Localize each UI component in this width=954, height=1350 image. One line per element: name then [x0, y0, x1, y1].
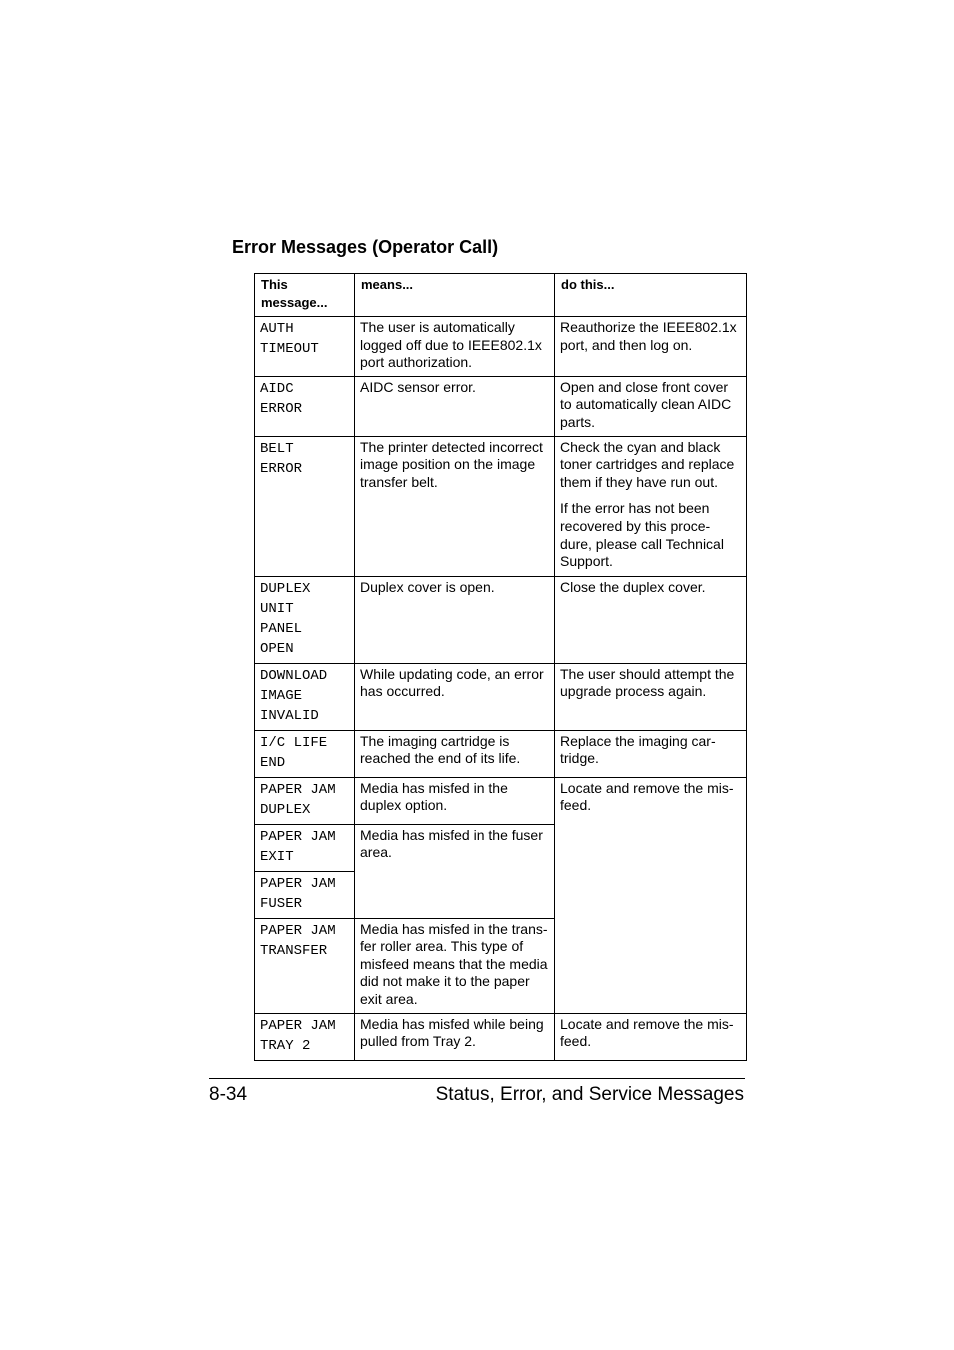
- message-cell: DOWNLOAD IMAGE INVALID: [255, 663, 355, 730]
- page-number: 8-34: [209, 1084, 248, 1105]
- message-cell: I/C LIFE END: [255, 730, 355, 777]
- column-header-means: means...: [355, 274, 555, 317]
- action-cell: Reauthorize the IEEE802.1x port, and then log on.: [555, 317, 747, 377]
- table-row: [255, 1013, 747, 1060]
- table-row: [255, 663, 747, 730]
- table-row: [255, 730, 747, 777]
- action-cell: Open and close front cover to automatically clean AIDC parts.: [555, 376, 747, 436]
- message-cell: PAPER JAM EXIT: [255, 824, 355, 871]
- means-cell: Media has misfed in the duplex option.: [355, 777, 555, 824]
- message-cell: PAPER JAM TRANSFER: [255, 918, 355, 1013]
- action-cell: Locate and remove the mis-feed.: [555, 1013, 747, 1060]
- action-cell: The user should attempt the upgrade process again.: [555, 663, 747, 730]
- table-header-row: [255, 274, 747, 317]
- message-cell: PAPER JAM FUSER: [255, 871, 355, 918]
- column-header-message: This message...: [255, 274, 355, 317]
- action-cell: [555, 436, 747, 576]
- action-paragraph: Check the cyan and black toner cartridges and replace them if they have run out.: [560, 438, 735, 490]
- table-row: [255, 376, 747, 436]
- means-cell: Duplex cover is open.: [355, 576, 555, 663]
- message-cell: AIDC ERROR: [255, 376, 355, 436]
- action-cell: Replace the imaging car-tridge.: [555, 730, 747, 777]
- footer-rule: [209, 1078, 745, 1079]
- means-cell: Media has misfed in the fuser area.: [355, 824, 555, 918]
- table-row: [255, 576, 747, 663]
- message-cell: BELT ERROR: [255, 436, 355, 576]
- means-cell: Media has misfed in the trans-fer roller area. This type of misfeed means that the media did not make it to the paper exit area.: [355, 918, 555, 1013]
- means-cell: The printer detected incorrect image position on the image transfer belt.: [355, 436, 555, 576]
- message-cell: PAPER JAM DUPLEX: [255, 777, 355, 824]
- chapter-title: Status, Error, and Service Messages: [435, 1084, 744, 1105]
- action-cell: Locate and remove the mis-feed.: [555, 777, 747, 1013]
- means-cell: While updating code, an error has occurred.: [355, 663, 555, 730]
- message-cell: AUTH TIMEOUT: [255, 317, 355, 377]
- message-cell: PAPER JAM TRAY 2: [255, 1013, 355, 1060]
- table-row: [255, 317, 747, 377]
- means-cell: AIDC sensor error.: [355, 376, 555, 436]
- error-messages-table: [254, 273, 747, 1061]
- action-cell: Close the duplex cover.: [555, 576, 747, 663]
- column-header-action: do this...: [555, 274, 747, 317]
- action-paragraph: If the error has not been recovered by this proce-dure, please call Technical Support.: [560, 500, 724, 570]
- section-heading: Error Messages (Operator Call): [232, 237, 499, 257]
- message-cell: DUPLEX UNIT PANEL OPEN: [255, 576, 355, 663]
- table-row: [255, 777, 747, 824]
- means-cell: Media has misfed while being pulled from Tray 2.: [355, 1013, 555, 1060]
- table-row: [255, 436, 747, 576]
- means-cell: The user is automatically logged off due to IEEE802.1x port authorization.: [355, 317, 555, 377]
- means-cell: The imaging cartridge is reached the end of its life.: [355, 730, 555, 777]
